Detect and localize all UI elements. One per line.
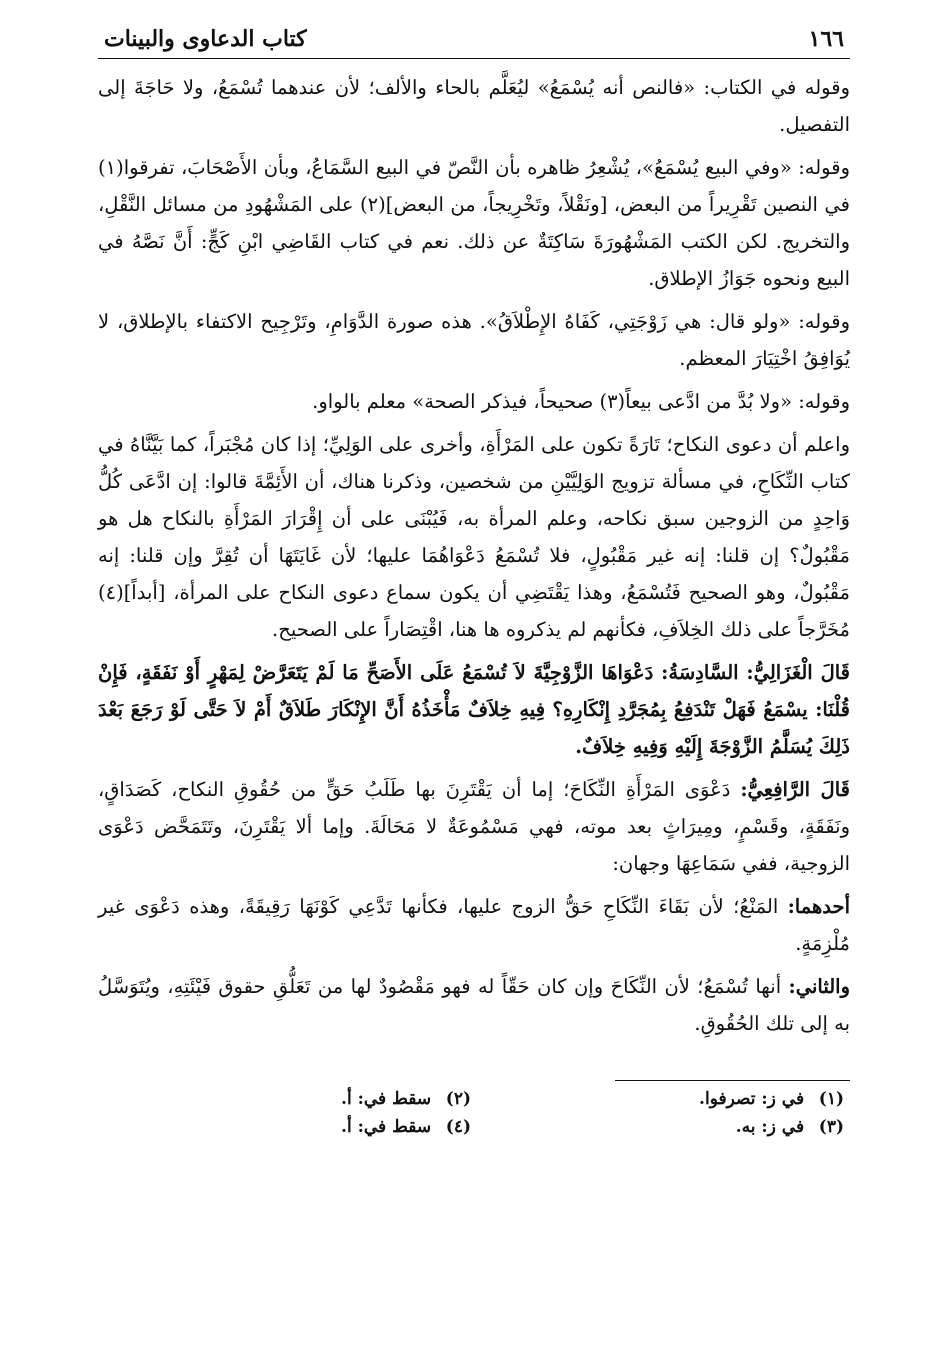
paragraph-8-text: المَنْعُ؛ لأن بَقَاءَ النِّكَاحِ حَقُّ الزوج عليها، فكأنها تَدَّعِي كَوْنَهَا رَقِيقَةً، وهذه دَعْوَى غير مُلْزِمَةٍ. <box>98 895 850 955</box>
paragraph-7-text: دَعْوَى المَرْأَةِ النِّكَاحَ؛ إما أن يَقْتَرِنَ بها طَلَبُ حَقٍّ من حُقُوقِ النكاح، كَصَدَاقٍ، ونَفَقَةٍ، وقَسْمٍ، ومِيرَاثٍ بعد موته، فهي مَسْمُوعَةٌ لا مَحَالَةَ. وإما ألا يَقْتَرِنَ، وتَتَمَحَّض دَعْوَى الزوجية، ففي سَمَاعِهَا وجهان: <box>98 778 850 875</box>
footnote-2-text: سقط في: أ. <box>341 1089 432 1109</box>
paragraph-2-text: وقوله: «وفي البيع يُسْمَعُ»، يُشْعِرُ ظاهره بأن النَّصّ في البيع السَّمَاعُ، وبأن الأَصْحَابَ، تفرقوا(١) في النصين تَقْرِيراً من البعض، [ونَقْلاً، وتَخْرِيجاً، من البعض](٢) على المَشْهُودِ من مسائل النَّقْلِ، والتخريج. لكن الكتب المَشْهُورَةَ سَاكِتَةٌ عن ذلك. نعم في كتاب القَاضِي ابْنِ كَجٍّ: أَنَّ نَصَّهُ في البيع ونحوه جَوَازُ الإطلاق. <box>98 156 850 290</box>
paragraph-9 <box>98 968 850 1042</box>
paragraph-9-lead: والثاني: <box>788 975 850 998</box>
footnote-1-number: (١) <box>818 1089 844 1109</box>
paragraph-7-lead: قَالَ الرَّافِعِيُّ: <box>740 778 850 801</box>
paragraph-1-text: وقوله في الكتاب: «فالنص أنه يُسْمَعُ» ليُعَلَّم بالحاء والألف؛ لأن عندهما تُسْمَعُ، ولا حَاجَةَ إلى التفصيل. <box>98 76 850 136</box>
paragraph-5-text: واعلم أن دعوى النكاح؛ تَارَةً تكون على المَرْأَةِ، وأخرى على الوَلِيِّ؛ إذا كان مُجْبَراً، كما بَيَّنَّاهُ في كتاب النِّكَاحِ، في مسألة تزويج الوَلِيَّيْنِ من شخصين، وذكرنا هناك، أن الأَئِمَّةَ قالوا: إن ادَّعَى كُلُّ وَاحِدٍ من الزوجين سبق نكاحه، وعلم المرأة به، فَيُبْنَى على أن إِقْرَارَ المَرْأَةِ بالنكاح هل هو مَقْبُولٌ؟ إن قلنا: إنه غير مَقْبُولٍ، فلا تُسْمَعُ دَعْوَاهُمَا عليها؛ لأن غَايَتَهَا أن تُقِرَّ وإن قلنا: إنه مَقْبُولٌ، وهو الصحيح فَتُسْمَعُ، وهذا يَقْتَضِي أن يكون سماع دعوى النكاح على المرأة، [أبداً](٤) مُخَرَّجاً على ذلك الخِلاَفِ، فكأنهم لم يذكروه ها هنا، اقْتِصَاراً على الصحيح. <box>98 433 850 641</box>
footnote-4-text: سقط في: أ. <box>341 1117 432 1137</box>
paragraph-3 <box>98 303 850 377</box>
paragraph-4 <box>98 383 850 420</box>
paragraph-6-matn <box>98 654 850 765</box>
paragraph-3-text: وقوله: «ولو قال: هي زَوْجَتِي، كَفَاهُ الإِطْلاَقُ». هذه صورة الدَّوَامِ، وتَرْجِيح الاكتفاء بالإطلاق، لا يُوَافِقُ اخْتِيَارَ المعظم. <box>98 310 850 370</box>
footnote-3-number: (٣) <box>818 1117 844 1137</box>
footnote-3-text: في ز: به. <box>735 1117 805 1137</box>
book-title: كتاب الدعاوى والبينات <box>104 26 307 52</box>
footnote-4-number: (٤) <box>445 1117 471 1137</box>
paragraph-2 <box>98 149 850 297</box>
running-header <box>98 18 850 59</box>
page-number: ١٦٦ <box>808 26 844 52</box>
footnotes <box>98 1089 850 1137</box>
paragraph-6-text: قَالَ الْغَزَالِيُّ: السَّادِسَةُ: دَعْوَاهَا الزَّوْجِيَّةَ لاَ تُسْمَعُ عَلَى الأَصَحِّ مَا لَمْ يَتَعَرَّضْ لِمَهْرٍ أَوْ نَفَقَةٍ، فَإِنْ قُلْنَا: يسْمَعُ فَهَلْ تَنْدَفِعُ بِمُجَرَّدِ إِنْكَارِهِ؟ فِيهِ خِلاَفٌ مَأْخَذُهُ أَنَّ الإِنْكَارَ طَلاَقٌ أَمْ لاَ حَتَّى لَوْ رَجَعَ بَعْدَ ذَلِكَ يُسَلَّمُ الزَّوْجَةَ إِلَيْهِ وَفِيهِ خِلاَفٌ. <box>98 661 850 758</box>
paragraph-8 <box>98 888 850 962</box>
footnote-divider <box>615 1080 850 1081</box>
footnote-2 <box>98 1089 471 1109</box>
paragraph-1 <box>98 69 850 143</box>
paragraph-8-lead: أحدهما: <box>787 895 850 918</box>
footnote-1 <box>471 1089 844 1109</box>
body-text <box>98 69 850 1042</box>
footnote-3 <box>471 1117 844 1137</box>
paragraph-7 <box>98 771 850 882</box>
footnote-2-number: (٢) <box>445 1089 471 1109</box>
footnote-4 <box>98 1117 471 1137</box>
paragraph-5 <box>98 426 850 648</box>
paragraph-4-text: وقوله: «ولا بُدَّ من ادَّعى بيعاً(٣) صحيحاً، فيذكر الصحة» معلم بالواو. <box>312 390 850 413</box>
footnote-1-text: في ز: تصرفوا. <box>699 1089 805 1109</box>
paragraph-9-text: أنها تُسْمَعُ؛ لأن النِّكَاحَ وإن كان حَقّاً له فهو مَقْصُودٌ لها من تَعَلُّقِ حقوق فَيْئَتِهِ، ويُتَوَسَّلُ به إلى تلك الحُقُوقِ. <box>98 975 850 1035</box>
